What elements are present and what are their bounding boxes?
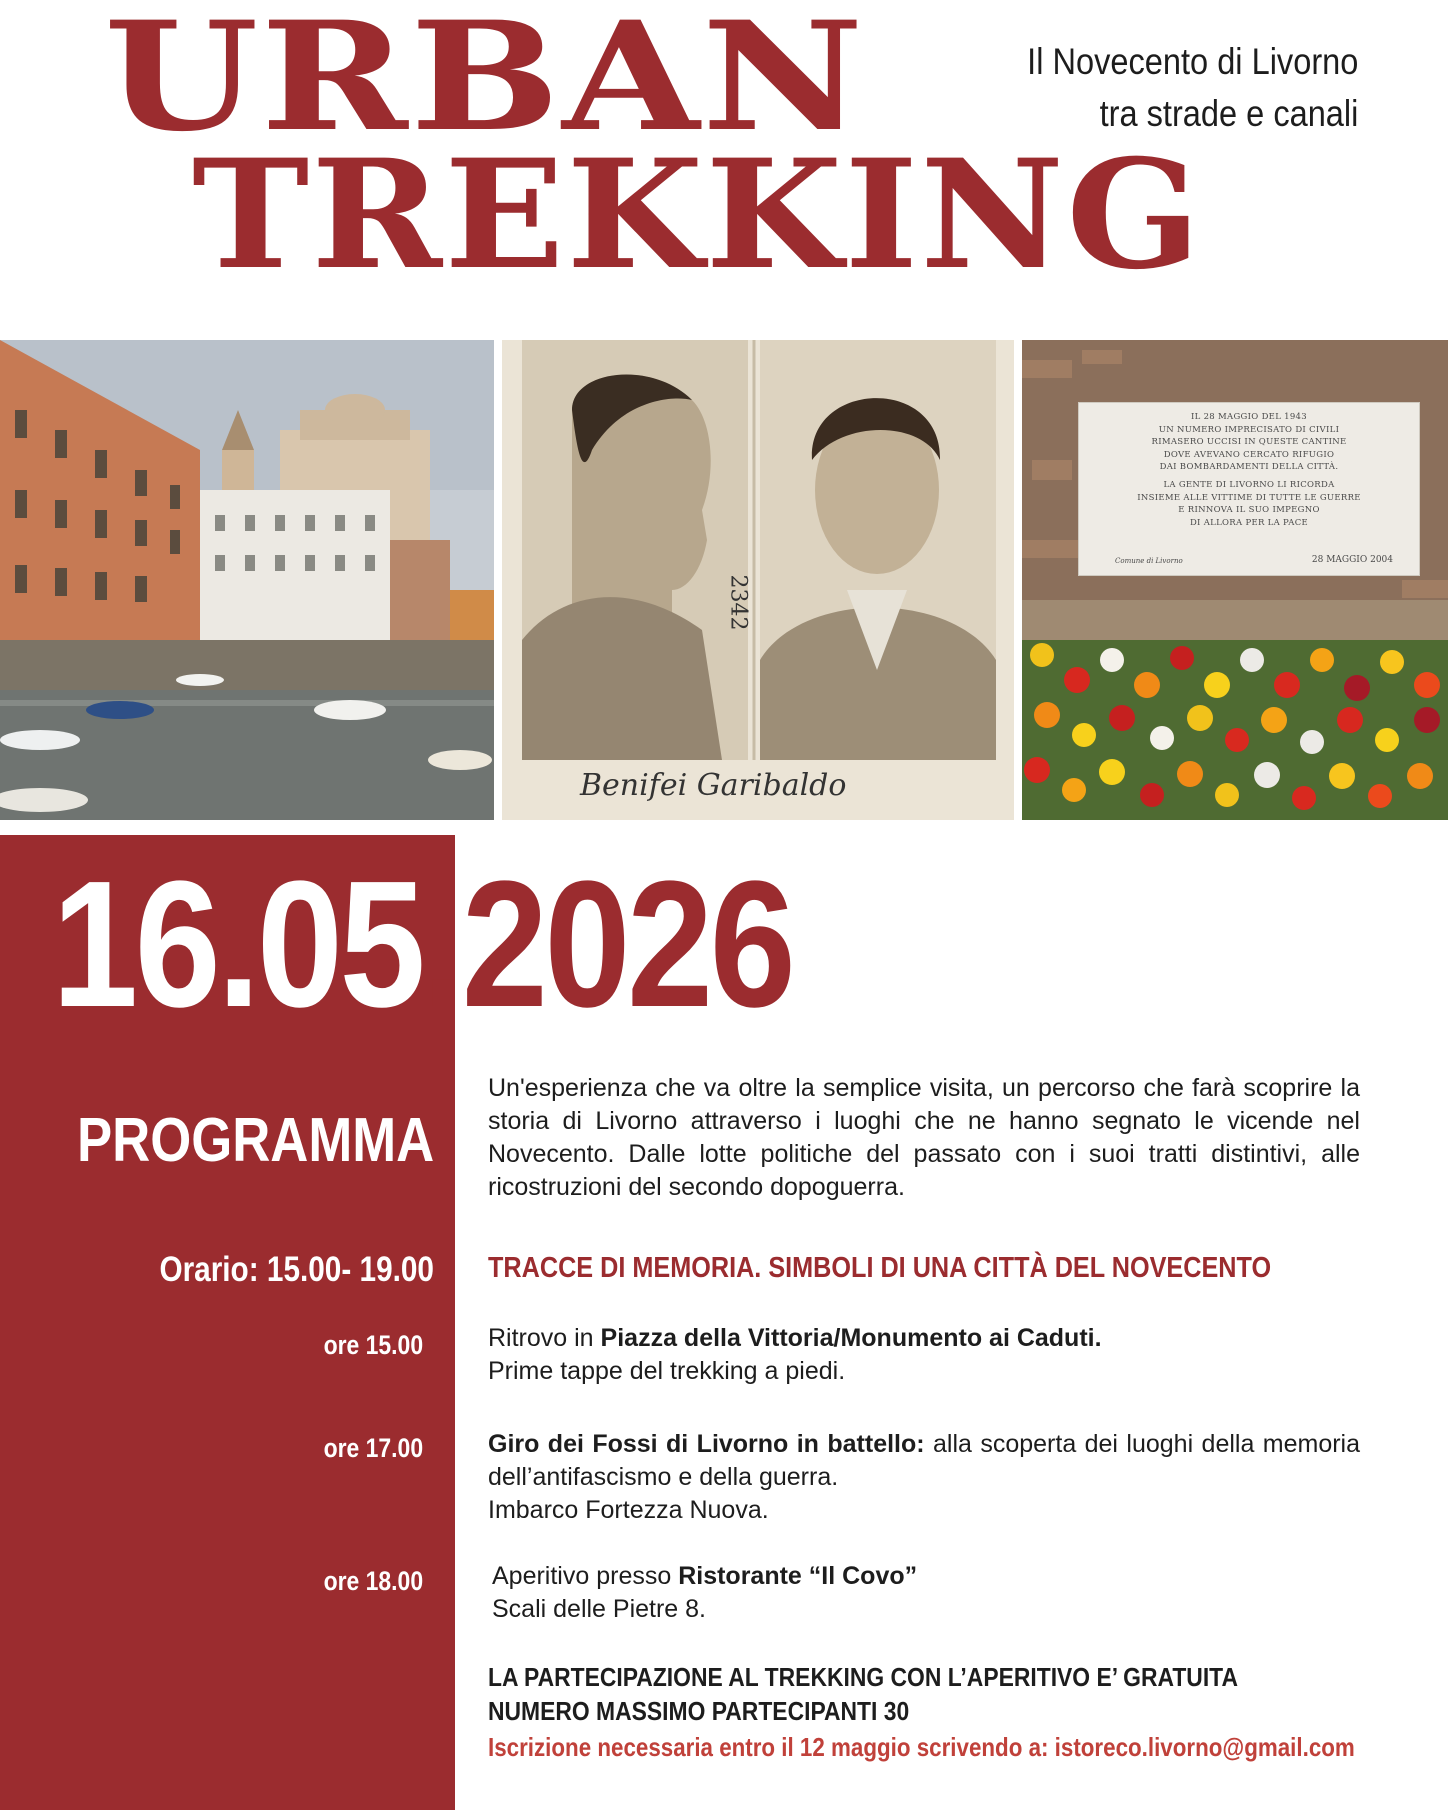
plaque-line: LA GENTE DI LIVORNO LI RICORDA — [1163, 479, 1335, 490]
free-participation-note: LA PARTECIPAZIONE AL TREKKING CON L’APERITIVO E’ GRATUITA — [488, 1662, 1238, 1692]
plaque-line: DOVE AVEVANO CERCATO RIFUGIO — [1163, 449, 1335, 460]
registration-note: Iscrizione necessaria entro il 12 maggio scrivendo a: istoreco.livorno@gmail.com — [488, 1732, 1355, 1762]
event-1-text: Ritrovo in — [488, 1324, 601, 1352]
event-date — [52, 844, 793, 1045]
max-participants-note: NUMERO MASSIMO PARTECIPANTI 30 — [488, 1696, 910, 1726]
mugshot-signature: Benifei Garibaldo — [580, 768, 847, 803]
schedule-hours: Orario: 15.00- 19.00 — [159, 1250, 434, 1289]
event-1-detail: Prime tappe del trekking a piedi. — [488, 1357, 846, 1385]
plaque-text — [1079, 411, 1419, 529]
program-label: PROGRAMMA — [76, 1106, 434, 1175]
canal-photo — [0, 340, 494, 820]
mugshot-number: 2342 — [725, 574, 751, 631]
event-3-detail: Scali delle Pietre 8. — [492, 1595, 707, 1623]
subtitle-line-1: Il Novecento di Livorno — [1026, 41, 1358, 82]
title-urban: URBAN — [104, 0, 866, 165]
event-3-venue: Ristorante “Il Covo” — [678, 1562, 918, 1590]
event-time-3: ore 18.00 — [323, 1566, 423, 1596]
memorial-plaque-photo — [1022, 340, 1448, 820]
event-2-activity: Giro dei Fossi di Livorno in battello: — [488, 1430, 925, 1458]
event-1-place: Piazza della Vittoria/Monumento ai Caduti. — [600, 1324, 1102, 1352]
plaque-line: RIMASERO UCCISI IN QUESTE CANTINE — [1151, 437, 1347, 448]
event-description-2 — [488, 1428, 1360, 1527]
subtitle — [982, 36, 1358, 140]
event-time-2: ore 17.00 — [323, 1433, 423, 1463]
event-2-text-post: alla scoperta dei luoghi della memoria dell’antifascismo e della guerra. — [488, 1430, 1361, 1491]
event-description-3 — [492, 1560, 1364, 1626]
plaque-line: DI ALLORA PER LA PACE — [1189, 517, 1309, 528]
date-year: .2026 — [422, 844, 793, 1045]
section-heading: TRACCE DI MEMORIA. SIMBOLI DI UNA CITTÀ DEL NOVECENTO — [488, 1252, 1272, 1284]
subtitle-line-2: tra strade e canali — [1099, 93, 1358, 134]
title-trekking: TREKKING — [192, 127, 1203, 303]
plaque-line: UN NUMERO IMPRECISATO DI CIVILI — [1158, 424, 1340, 435]
plaque-signature: Comune di Livorno — [1115, 557, 1183, 565]
event-description-1 — [488, 1322, 1360, 1388]
event-3-text: Aperitivo presso — [492, 1562, 679, 1590]
event-time-1: ore 15.00 — [323, 1330, 423, 1360]
date-day-month: 16.05 — [52, 844, 423, 1045]
mugshot-photo — [502, 340, 1014, 820]
event-2-detail: Imbarco Fortezza Nuova. — [488, 1496, 769, 1524]
plaque-line: INSIEME ALLE VITTIME DI TUTTE LE GUERRE — [1137, 492, 1361, 503]
memorial-plaque — [1078, 402, 1420, 576]
plaque-line: IL 28 MAGGIO DEL 1943 — [1191, 412, 1307, 422]
plaque-date: 28 MAGGIO 2004 — [1311, 555, 1393, 565]
intro-paragraph: Un'esperienza che va oltre la semplice visita, un percorso che farà scoprire la storia di Livorno attraverso i luoghi che ne hanno segnato le vicende nel Novecento. Dalle lotte politiche del passato con i suoi tratti distintivi, alle ricostruzioni del secondo dopoguerra. — [488, 1074, 1360, 1201]
plaque-line: E RINNOVA IL SUO IMPEGNO — [1178, 505, 1320, 516]
plaque-line: DAI BOMBARDAMENTI DELLA CITTÀ. — [1159, 462, 1339, 473]
participation-info — [488, 1660, 1238, 1728]
